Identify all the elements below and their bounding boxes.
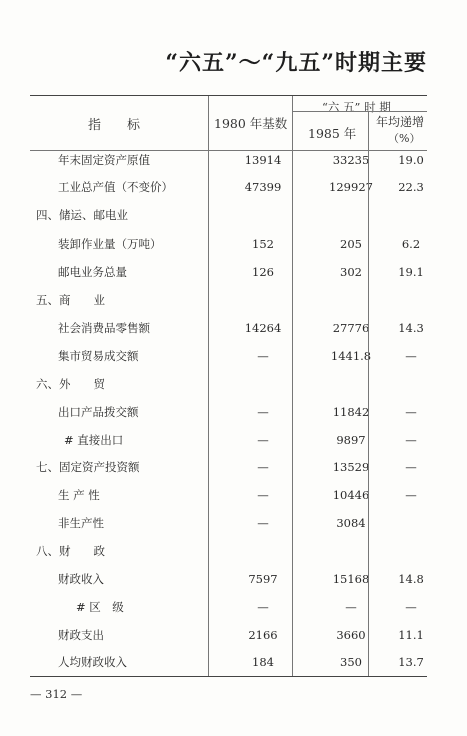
cell-1985: 1441.8 [330,349,372,363]
col-divider-body-2 [292,150,293,676]
col-divider-1 [208,96,209,150]
cell-1980-base: — [257,516,269,530]
cell-1980-base: — [257,405,269,419]
cell-growth-rate: — [405,460,417,474]
cell-growth-rate: — [405,349,417,363]
col-divider-body-1 [208,150,209,676]
col-divider-3 [368,111,369,150]
header-1985: 1985 年 [308,126,357,141]
row-label: 社会消费品零售额 [58,321,150,335]
cell-1985: 13529 [332,460,370,474]
header-base-year: 1980 年基数 [214,116,288,131]
table-bottom-rule [30,676,427,677]
cell-growth-rate: 22.3 [398,180,424,194]
cell-growth-rate: 14.8 [398,572,424,586]
cell-1985: 205 [340,237,362,251]
row-label: 五、商 业 [36,293,105,307]
cell-1980-base: 13914 [244,153,282,167]
cell-1980-base: 14264 [244,321,282,335]
header-indicator: 指 标 [88,118,141,133]
cell-1985: 33235 [332,153,370,167]
cell-1985: 3084 [336,516,366,530]
cell-1985: 9897 [336,433,366,447]
row-label: # 区 级 [76,600,124,614]
cell-growth-rate: 19.0 [398,153,424,167]
col-divider-body-3 [368,150,369,676]
cell-growth-rate: 13.7 [398,655,424,669]
cell-growth-rate: — [405,405,417,419]
period-underline [292,111,427,112]
row-label: 六、外 贸 [36,377,105,391]
row-label: 人均财政收入 [58,655,127,669]
cell-1980-base: — [257,433,269,447]
header-period: “六 五” 时 期 [322,100,391,114]
row-label: 装卸作业量（万吨） [58,237,162,251]
row-label: 工业总产值（不变价） [58,180,173,194]
row-label: 四、储运、邮电业 [36,208,128,222]
cell-1980-base: 2166 [248,628,278,642]
cell-1980-base: — [257,488,269,502]
cell-growth-rate: 19.1 [398,265,424,279]
cell-1980-base: 126 [252,265,274,279]
cell-growth-rate: — [405,488,417,502]
page-number: — 312 — [30,687,83,701]
row-label: 邮电业务总量 [58,265,127,279]
cell-1980-base: 7597 [248,572,278,586]
cell-1980-base: — [257,600,269,614]
cell-1985: 27776 [332,321,370,335]
cell-1985: 11842 [332,405,370,419]
page-title: “六五”～“九五”时期主要 [165,50,427,76]
cell-1985: 10446 [332,488,370,502]
row-label: 集市贸易成交额 [58,349,139,363]
cell-1980-base: 152 [252,237,274,251]
header-growth-unit: （%） [388,132,421,145]
cell-1985: 15168 [332,572,370,586]
cell-1985: 129927 [329,180,373,194]
cell-1985: 302 [340,265,362,279]
table-top-rule [30,95,427,96]
cell-1980-base: — [257,460,269,474]
cell-growth-rate: 6.2 [401,237,421,251]
row-label: 出口产品拨交额 [58,405,139,419]
col-divider-2 [292,96,293,150]
cell-growth-rate: — [405,433,417,447]
cell-1985: 350 [340,655,362,669]
row-label: 七、固定资产投资额 [36,460,140,474]
row-label: 财政收入 [58,572,104,586]
cell-1985: — [345,600,357,614]
cell-1980-base: 184 [252,655,274,669]
row-label: 生 产 性 [58,488,100,502]
header-growth-rate: 年均递增 [376,115,425,129]
row-label: 财政支出 [58,628,104,642]
cell-growth-rate: 14.3 [398,321,424,335]
row-label: 年末固定资产原值 [58,153,150,167]
row-label: 非生产性 [58,516,104,530]
cell-1985: 3660 [336,628,366,642]
cell-growth-rate: — [405,600,417,614]
cell-1980-base: 47399 [244,180,282,194]
cell-growth-rate: 11.1 [398,628,424,642]
row-label: # 直接出口 [64,433,124,447]
row-label: 八、财 政 [36,544,105,558]
cell-1980-base: — [257,349,269,363]
